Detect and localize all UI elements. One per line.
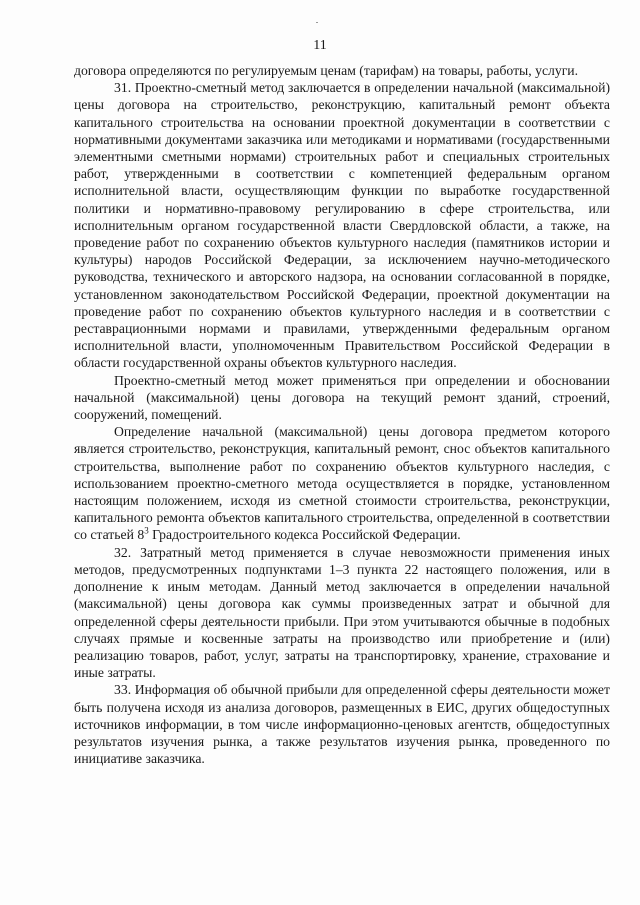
paragraph-33-profit-info: 33. Информация об обычной прибыли для определенной сферы деятельности может быть получена исходя из анализа договоров, размещенных в ЕИС, других общедоступных источников информации, в том числе информационно-ценовых агентств, общедоступных результатов изучения рынка, а также результатов изучения рынка, проведенного по инициативе заказчика.: [74, 682, 610, 767]
paragraph-32-cost-method: 32. Затратный метод применяется в случае невозможности применения иных методов, предусмотренных подпунктами 1–3 пункта 22 настоящего положения, или в дополнение к иным методам. Данный метод заключается в определении начальной (максимальной) цены договора как суммы произведенных затрат и обычной для определенной сферы деятельности прибыли. При этом учитываются обычные в подобных случаях прямые и косвенные затраты на производство или приобретение и (или) реализацию товаров, работ, услуг, затраты на транспортировку, хранение, страхование и иные затраты.: [74, 544, 610, 681]
paragraph-31-current-repair: Проектно-сметный метод может применяться при определении и обосновании начальной (максимальной) цены договора на текущий ремонт зданий, строений, сооружений, помещений.: [74, 372, 610, 423]
paragraph-31-design-estimate-method: 31. Проектно-сметный метод заключается в определении начальной (максимальной) цены договора на строительство, реконструкцию, капитальный ремонт объекта капитального строительства на основании проектной документации в соответствии с нормативными документами заказчика или методиками и нормативами (государственными элементными сметными нормами) строительных работ и специальных строительных работ, утвержденными в соответствии с компетенцией федеральным органом исполнительной власти, осуществляющим функции по выработке государственной политики и нормативно-правовому регулированию в сфере строительства, или исполнительным органом государственной власти Свердловской области, а также, на проведение работ по сохранению объектов культурного наследия (памятников истории и культуры) народов Российской Федерации, за исключением научно-методического руководства, технического и авторского надзора, на основании согласованной в порядке, установленном законодательством Российской Федерации, проектной документации на проведение работ по сохранению объектов культурного наследия и в соответствии с реставрационными нормами и правилами, утвержденными федеральным органом исполнительной власти, уполномоченным Правительством Российской Федерации в области государственной охраны объектов культурного наследия.: [74, 80, 610, 371]
paragraph-31-price-tail: Градостроительного кодекса Российской Федерации.: [148, 527, 461, 543]
article-superscript: 3: [144, 525, 149, 536]
paragraph-continuation: договора определяются по регулируемым ценам (тарифам) на товары, работы, услуги.: [74, 63, 579, 78]
document-body: [74, 62, 610, 767]
scan-speck: [316, 22, 318, 23]
paragraph-31-price-text: Определение начальной (максимальной) цены договора предметом которого является строительство, реконструкция, капитальный ремонт, снос объектов капитального строительства, выполнение работ по сохранению объектов культурного наследия, с использованием проектно-сметного метода осуществляется в порядке, установленном настоящим положением, исходя из сметной стоимости строительства, реконструкции, капитального ремонта объектов капитального строительства, определенной в соответствии со статьей 8: [74, 424, 610, 543]
page-number: 11: [313, 38, 327, 53]
paragraph-31-price-determination: [74, 423, 610, 543]
